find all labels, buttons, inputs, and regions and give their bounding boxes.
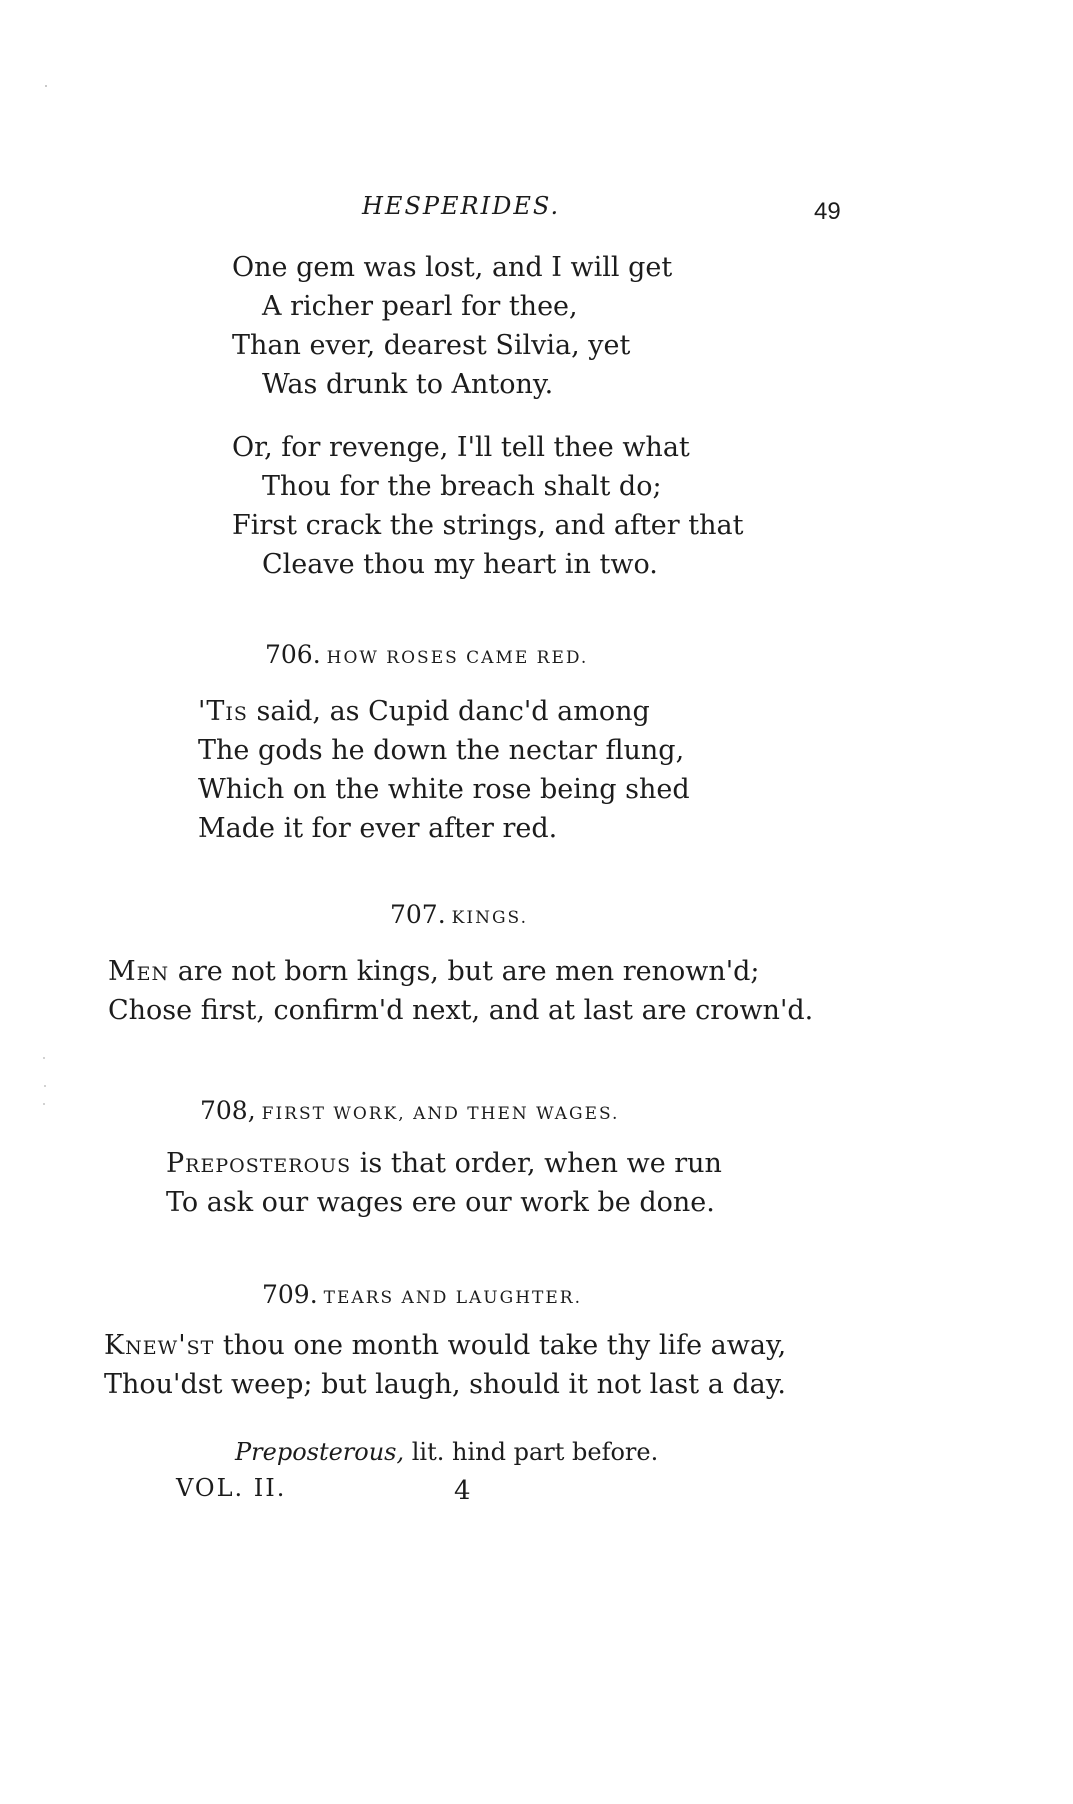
stanza-2 xyxy=(232,428,743,584)
verse-line: Thou for the breach shalt do; xyxy=(262,471,662,502)
verse-line xyxy=(104,1326,786,1365)
drop-word: 'Tis xyxy=(198,696,248,727)
scan-speck xyxy=(43,1057,45,1059)
verse-text: thou one month would take thy life away, xyxy=(214,1330,787,1361)
poem-709-heading xyxy=(262,1280,582,1309)
poem-number: 709. xyxy=(262,1280,318,1309)
verse-line: Or, for revenge, I'll tell thee what xyxy=(232,432,690,463)
scan-speck xyxy=(45,85,47,87)
verse-text: are not born kings, but are men renown'd; xyxy=(169,956,760,987)
verse-line: Made it for ever after red. xyxy=(198,813,558,844)
signature-mark: 4 xyxy=(454,1476,471,1506)
verse-text: is that order, when we run xyxy=(351,1148,722,1179)
verse-line: Thou'dst weep; but laugh, should it not last a day. xyxy=(104,1369,787,1400)
footnote-term: Preposterous, xyxy=(235,1438,405,1466)
poem-707-body xyxy=(108,952,813,1030)
poem-number: 708, xyxy=(200,1096,256,1125)
footnote-definition: lit. hind part before. xyxy=(404,1438,659,1466)
poem-title: TEARS AND LAUGHTER. xyxy=(323,1288,582,1308)
poem-706-body xyxy=(198,692,690,848)
verse-line: Chose first, confirm'd next, and at last are crown'd. xyxy=(108,995,814,1026)
drop-word: Men xyxy=(108,956,170,987)
poem-707-heading xyxy=(390,900,528,929)
poem-title: HOW ROSES CAME RED. xyxy=(326,648,589,668)
poem-708-heading xyxy=(200,1096,619,1125)
volume-signature: VOL. II. xyxy=(176,1474,287,1502)
scan-specks xyxy=(0,0,60,1804)
verse-line xyxy=(108,952,813,991)
verse-line: Cleave thou my heart in two. xyxy=(262,549,658,580)
drop-word: Preposterous xyxy=(166,1148,352,1179)
verse-line xyxy=(166,1144,722,1183)
verse-line: The gods he down the nectar flung, xyxy=(198,735,685,766)
poem-number: 707. xyxy=(390,900,446,929)
verse-text: said, as Cupid danc'd among xyxy=(247,696,650,727)
running-title: HESPERIDES. xyxy=(362,192,561,220)
verse-line: One gem was lost, and I will get xyxy=(232,252,673,283)
stanza-1 xyxy=(232,248,672,404)
verse-line: Which on the white rose being shed xyxy=(198,774,690,805)
page-number: 49 xyxy=(814,198,841,225)
poem-title: FIRST WORK, AND THEN WAGES. xyxy=(261,1104,620,1124)
poem-708-body xyxy=(166,1144,722,1222)
footnote xyxy=(235,1438,658,1466)
verse-line: To ask our wages ere our work be done. xyxy=(166,1187,715,1218)
verse-line: First crack the strings, and after that xyxy=(232,510,744,541)
scan-speck xyxy=(43,1103,45,1105)
poem-number: 706. xyxy=(265,640,321,669)
drop-word: Knew'st xyxy=(104,1330,215,1361)
verse-line: A richer pearl for thee, xyxy=(262,291,578,322)
poem-709-body xyxy=(104,1326,786,1404)
verse-line: Was drunk to Antony. xyxy=(262,369,554,400)
verse-line xyxy=(198,692,690,731)
verse-line: Than ever, dearest Silvia, yet xyxy=(232,330,631,361)
scan-speck xyxy=(44,1085,46,1087)
poem-title: KINGS. xyxy=(451,908,528,928)
poem-706-heading xyxy=(265,640,588,669)
